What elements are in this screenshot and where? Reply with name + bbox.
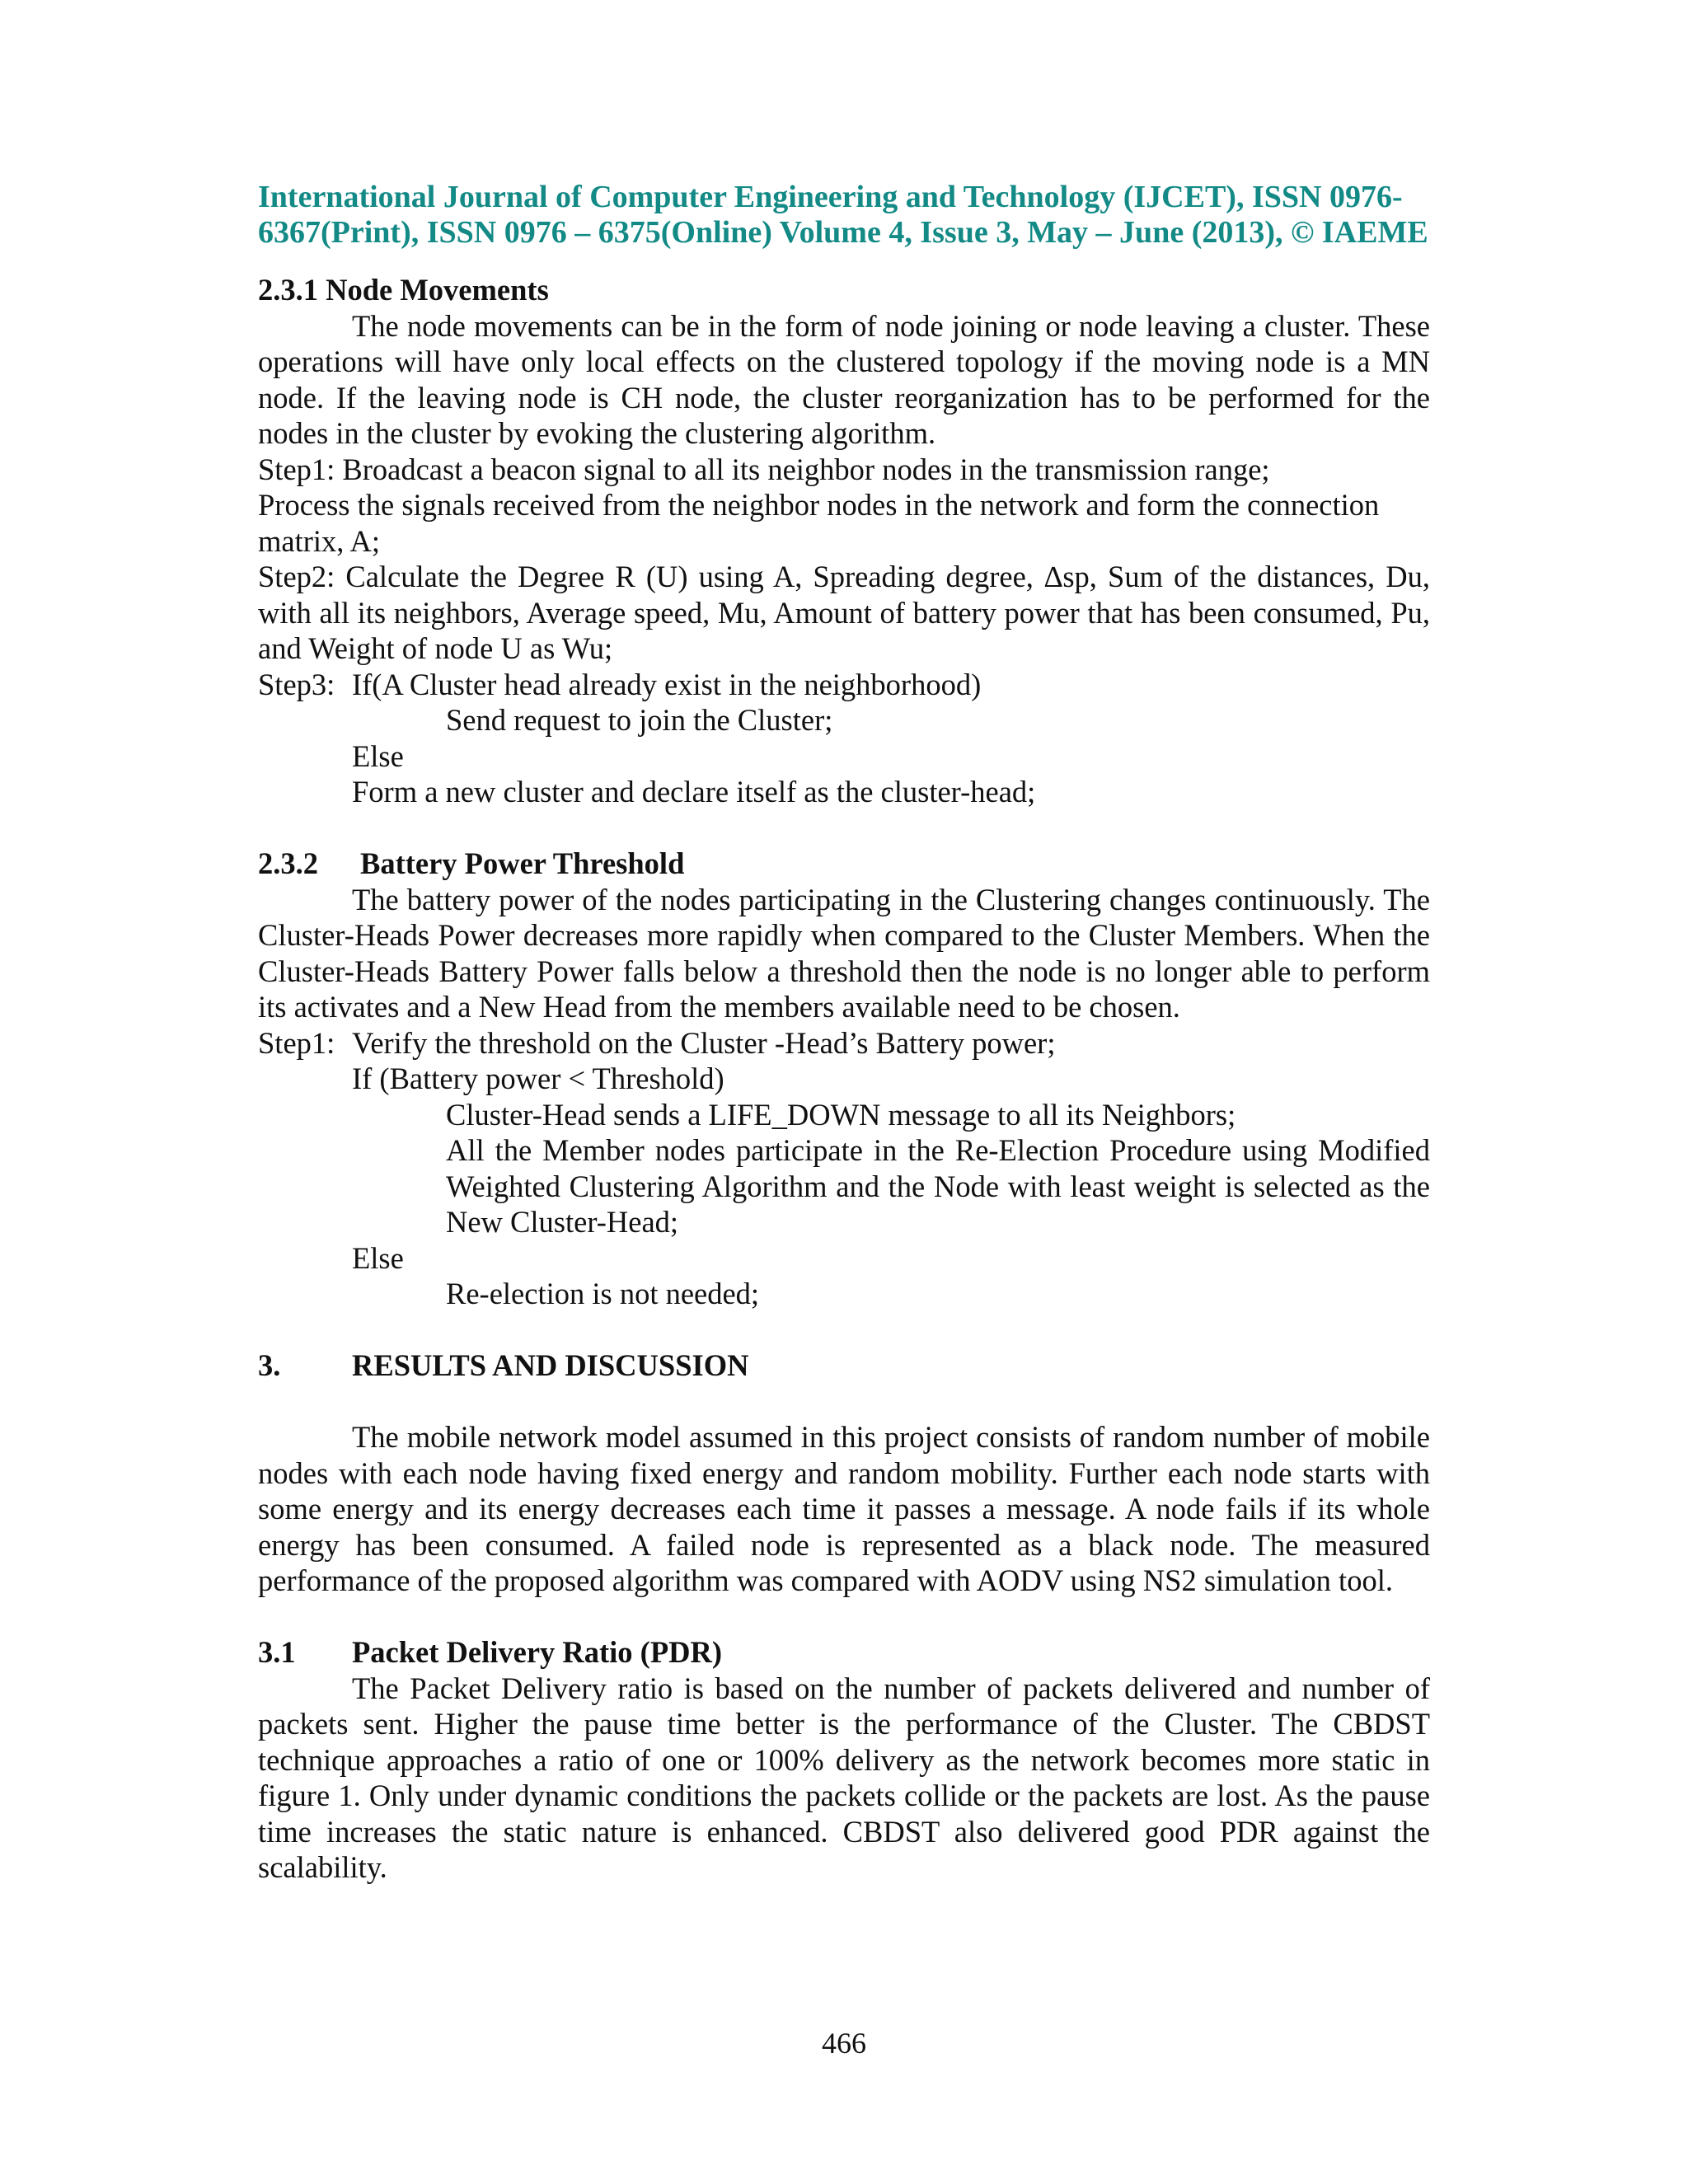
step3-send: Send request to join the Cluster; [446,703,833,737]
section-heading-battery-power [258,846,1430,882]
step3-text: If(A Cluster head already exist in the neighborhood) [352,667,982,701]
journal-header-line2: 6367(Print), ISSN 0976 – 6375(Online) Volume 4, Issue 3, May – June (2013), © IAEME [258,215,1428,250]
spacer [258,1312,1430,1348]
reelection-line: Re-election is not needed; [446,1277,760,1310]
step1-label: Step1: [258,1025,335,1060]
step3-else: Else [352,738,404,773]
section-number: 2.3.2 [258,846,318,880]
spacer [258,1384,1430,1420]
if-line: If (Battery power < Threshold) [352,1062,724,1095]
battery-step1-line [258,1025,1430,1062]
section-number: 3. [258,1348,281,1382]
step1-line: Step1: Broadcast a beacon signal to all its neighbor nodes in the transmission range; [258,452,1270,486]
section-heading-pdr [258,1634,1430,1671]
lifedown-line: Cluster-Head sends a LIFE_DOWN message to all its Neighbors; [446,1097,1236,1132]
pdr-paragraph: The Packet Delivery ratio is based on the number of packets delivered and number of packets sent. Higher the pause time better is the performance of the Cluster. The CBDST technique approaches a ratio of one or 100% delivery as the network becomes more static in figure 1. Only under dynamic conditions the packets collide or the packets are lost. As the pause time increases the static nature is enhanced. CBDST also delivered good PDR against the scalability. [258,1671,1430,1884]
step2-line: Step2: Calculate the Degree R (U) using A, Spreading degree, ∆sp, Sum of the distances, Du, with all its neighbors, Average speed, Mu, Amount of battery power that has been consumed, Pu, and Weight of node U as Wu; [258,560,1430,665]
section-title: 2.3.1 Node Movements [258,273,549,307]
battery-paragraph: The battery power of the nodes participating in the Clustering changes continuously. The Cluster-Heads Power decreases more rapidly when compared to the Cluster Members. When the Cluster-Heads Battery Power falls below a threshold then the node is no longer able to perform its activates and a New Head from the members available need to be chosen. [258,882,1430,1024]
paper-page [258,180,1430,1886]
results-paragraph: The mobile network model assumed in this project consists of random number of mobile nodes with each node having fixed energy and random mobility. Further each node starts with some energy and its energy decreases each time it passes a message. A node fails if its whole energy has been consumed. A failed node is represented as a black node. The measured performance of the proposed algorithm was compared with AODV using NS2 simulation tool. [258,1420,1430,1597]
section-title: Packet Delivery Ratio (PDR) [352,1635,722,1669]
step1-text: Verify the threshold on the Cluster -Head’s Battery power; [352,1025,1056,1060]
step3-label: Step3: [258,667,335,701]
section-number: 3.1 [258,1635,296,1669]
members-paragraph: All the Member nodes participate in the Re-Election Procedure using Modified Weighted Clustering Algorithm and the Node with least weight is selected as the New Cluster-Head; [446,1133,1430,1239]
step3-line [258,667,1430,703]
section-heading-results [258,1347,1430,1384]
section-title: RESULTS AND DISCUSSION [352,1348,749,1382]
page-number: 466 [822,2027,866,2060]
node-movements-paragraph: The node movements can be in the form of node joining or node leaving a cluster. These operations will have only local effects on the clustered topology if the moving node is a MN node. If the leaving node is CH node, the cluster reorganization has to be performed for the nodes in the cluster by evoking the clustering algorithm. [258,308,1430,450]
process-line: Process the signals received from the neighbor nodes in the network and form the connection matrix, A; [258,488,1380,558]
section-title: Battery Power Threshold [360,846,685,880]
journal-header-line1: International Journal of Computer Engineering and Technology (IJCET), ISSN 0976- [258,180,1403,214]
section-heading-node-movements [258,272,1430,308]
journal-header [258,180,1430,251]
spacer [258,810,1430,846]
step3-form: Form a new cluster and declare itself as the cluster-head; [352,775,1036,808]
spacer [258,1599,1430,1635]
battery-else: Else [352,1240,404,1275]
